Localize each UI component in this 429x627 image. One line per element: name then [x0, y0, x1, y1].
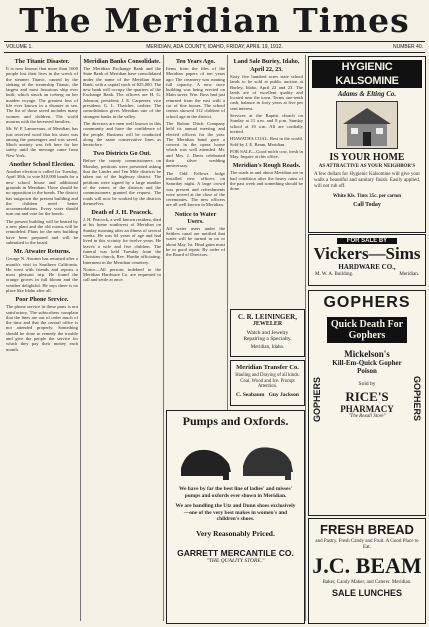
column-3	[166, 55, 225, 305]
vickers-sub: HARDWARE CO.,	[338, 263, 396, 271]
dateline	[4, 43, 425, 52]
volume: VOLUME 1.	[6, 44, 33, 50]
column-2	[83, 55, 161, 623]
gophers-store-2: PHARMACY	[340, 404, 394, 414]
issue-number: NUMBER 40.	[392, 44, 423, 50]
kalsomine-call: Call Today	[353, 202, 381, 208]
pumps-tagline: "THE QUALITY STORE."	[206, 557, 265, 564]
transfer-body: Hauling and Draying of all kinds. Coal, Wood and Ice. Prompt Attention.	[235, 373, 300, 389]
pumps-oxfords-ad	[166, 410, 305, 624]
article-text: Before the county commissioners on Monday, petitions were presented asking that the Linder and Ten Mile districts be taken out of the highway district. The petitions were signed by a large number of the voters of the districts and the commissioners granted the request. The roads will now be worked by the districts themselves.	[83, 158, 161, 206]
article-text: Items from the files of the Meridian papers of ten years ago: The creamery was running full capacity. A new store building was being erected on Main street. Wm. Ross had just returned from the east with a car of fine horses. The school census showed 312 children of school age in the district.	[166, 66, 225, 119]
gophers-side-label: GOPHERS	[412, 376, 422, 422]
beam-ad	[308, 518, 426, 624]
column-1	[6, 55, 78, 623]
headline: Land Sale Buriey, Idaho,	[233, 58, 300, 65]
article-text: The Bolton Ditch Company held its annual meeting and elected officers for the year. The Meridian band gave a concert in the opera house which was well attended. Mr. and Mrs. J. Davis celebrated their silver wedding anniversary.	[166, 120, 225, 169]
gophers-sold-by: Sold by	[358, 381, 376, 387]
article-text: The Meridian Exchange Bank and the State Bank of Meridian have consolidated under the name of the Meridian State Bank, with a capital stock of $25,000. The new bank will occupy the quarters of the Exchange Bank. The officers are H. G. Johnson, president; J. E. Carpenter, vice president; G. L. Thatcher, cashier. The consolidation gives Meridian one of the strongest banks in the valley.	[83, 66, 161, 119]
headline: The Titanic Disaster.	[14, 58, 70, 65]
pumps-title: Pumps and Oxfords.	[182, 414, 289, 428]
beam-name: J.C. BEAM	[312, 553, 422, 578]
article-text: J. H. Peacock, a well known resident, died at his home southwest of Meridian on Sunday morning after an illness of several weeks. He was 64 years of age and had lived in this vicinity for twelve years. He leaves a wife and five children. The funeral was held Tuesday from the Christian church, Rev. Hardin officiating. Interment in the Meridian cemetery.	[83, 217, 161, 265]
masthead-rule	[4, 41, 425, 42]
article-text: Another election is called for Tuesday, April 30th, to vote $10,000 bonds for a new school house and additional grounds in Meridian. There should be no opposition to the bonds. The district has outgrown the present building and the children need better accommodations. Every voter should turn out and vote for the bonds.	[6, 169, 78, 217]
column-4	[230, 55, 303, 305]
kalsomine-title: HYGIENIC KALSOMINE	[312, 60, 422, 88]
article-text: The directors are men well known in this community and have the confidence of the people. Business will be conducted along the same conservative lines as heretofore.	[83, 120, 161, 148]
headline: Meridian's Rough Roads.	[232, 162, 301, 170]
house-illustration-icon	[336, 101, 398, 149]
vickers-for-sale: FOR SALE BY	[337, 238, 397, 244]
beam-title: FRESH BREAD	[320, 522, 414, 537]
article-text: Services at the Baptist church on Sunday at 11 a.m. and 8 p.m. Sunday school at 10 a.m. All are cordially invited.	[230, 113, 303, 134]
article-text: All water users under the Settlers canal are notified that water will be turned in on or about May 1st. Head gates must be in good repair. By order of the Board of Directors.	[166, 225, 225, 258]
beam-line: Baker, Candy Maker, and Caterer. Meridian.	[322, 580, 412, 585]
article-text: Mr. W. F. Lamoreaux, of Meridian, has just received word that his sister was among the passengers and was saved. Much anxiety was felt here for her safety until the message came from New York.	[6, 126, 78, 158]
article-text: George N. Atwater has returned after a month's visit in Southern California. He went with friends and reports a most pleasant trip. He found the orange groves in full bloom and the weather delightful. He says there is no place like Idaho after all.	[6, 256, 78, 293]
article-text: It is now known that more than 1600 people lost their lives in the wreck of the steamer Titanic, caused by the sinking of the steamship Titanic, the largest and most luxurious ship ever built, which struck an iceberg on her maiden voyage. The greatest loss of life ever known in a disaster at sea. The list of those saved includes many women and children. The world mourns with the bereaved families.	[6, 66, 78, 124]
column-rule	[80, 55, 81, 621]
headline: Poor Phone Service.	[15, 296, 69, 304]
article-text: Notice—All persons indebted to the Meridian Hardware Co. are requested to call and settle at once.	[83, 266, 161, 283]
transfer-ad	[230, 360, 305, 406]
gophers-brand: Mickelson's	[344, 349, 390, 359]
leininger-line1: Watch and Jewelry	[246, 330, 289, 336]
column-rule	[163, 55, 164, 621]
kalsomine-sub: AS ATTRACTIVE AS YOUR NEIGHBOR'S	[318, 164, 416, 169]
leininger-role: JEWELER	[252, 321, 283, 327]
vickers-town: Meridian.	[399, 272, 419, 277]
gophers-tagline: "The Rexall Store"	[348, 414, 386, 419]
headline-date: April 22, 23.	[250, 66, 283, 73]
leininger-line2: Repairing a Specialty.	[243, 336, 292, 342]
headline: Ten Years Ago.	[175, 58, 216, 65]
gophers-title: GOPHERS	[323, 294, 411, 311]
gophers-store: RICE'S	[345, 389, 389, 404]
vickers-name: Vickers—Sims	[313, 244, 421, 263]
kalsomine-maker: Adams & Elting Co.	[337, 90, 397, 98]
gophers-product: Kill-Em-Quick Gopher Poison	[332, 359, 402, 375]
pumps-price: Very Reasonably Priced.	[196, 528, 275, 538]
article-text: The present building will be heated by a new plant and the old rooms will be remodeled. Plans for the new building have been prepared and will be submitted to the board.	[6, 218, 78, 245]
article-text: The Odd Fellows lodge installed new officers on Saturday night. A large crowd was present and refreshments were served at the close of the ceremonies. The new officers are all well known in Meridian.	[166, 170, 225, 208]
article-text: The phone service in these parts is not satisfactory. The subscribers complain that the lines are out of order much of the time and that the central office is not attended properly. Something should be done to remedy the trouble and give the people the service for which they pay their money each month.	[6, 304, 78, 352]
transfer-name: Meridian Transfer Co.	[236, 364, 299, 371]
transfer-owner: Guy Jackson	[268, 391, 299, 398]
kalsomine-body: A few dollars for Hygienic Kalsomine will give your walls a beautiful and sanitary finish. Easily applied, will not rub off.	[314, 172, 420, 189]
place-date: MERIDIAN, ADA COUNTY, IDAHO, FRIDAY, APRIL 19, 1912.	[146, 44, 283, 50]
pumps-line2: We are handling the Utz and Dunn shoes exclusively—one of the very best makes in women's and children's shoes.	[175, 503, 296, 522]
headline: Mr. Atwater Returns.	[13, 248, 71, 256]
headline: Two Districts Go Out.	[93, 150, 151, 158]
article-text: FOR SALE—Good milch cow, fresh in May. Inquire at this office.	[230, 148, 303, 160]
leininger-ad	[230, 309, 305, 357]
vickers-building: M. W. A. Building.	[315, 272, 354, 277]
vickers-sims-ad	[308, 234, 426, 286]
pumps-store: GARRETT MERCANTILE CO.	[177, 547, 294, 558]
masthead-title: The Meridian Times	[19, 1, 410, 40]
headline: Meridian Banks Consolidate.	[83, 58, 161, 65]
kalsomine-headline: IS YOUR HOME	[329, 152, 405, 163]
gophers-ad	[308, 290, 426, 516]
column-rule	[305, 55, 306, 621]
article-text: HIAWATHA COAL. Best in the world. Sold by J. E. Beam, Meridian.	[230, 136, 303, 147]
gophers-side-label: GOPHERS	[312, 376, 322, 422]
pumps-line1: We have by far the best line of ladies' and misses' pumps and oxfords ever shown in Meridian.	[178, 486, 293, 499]
article-text: The roads in and about Meridian are in bad condition after the heavy rains of the past week and something should be done.	[230, 170, 303, 192]
dateline-rule	[4, 52, 425, 53]
headline: Notice to Water Users.	[174, 210, 217, 225]
beam-lunches: SALE LUNCHES	[331, 588, 402, 598]
article-text: Sixty five hundred acres state school lands to be sold at public auction at Burley, Idaho, April 22 and 23. The lands are of excellent quality and located near the town. Terms one-tenth cash, balance in forty years at five per cent interest.	[230, 74, 303, 111]
beam-sub: and Pastry. Fresh Candy and Fruit. A Good Place to Eat.	[315, 539, 419, 550]
headline: Another School Election.	[9, 161, 75, 169]
leininger-name: C. R. LEININGER,	[238, 313, 297, 321]
transfer-owner: C. Seabaum	[236, 391, 265, 398]
kalsomine-colors: White Kls. Tints 35c. per carton	[332, 194, 402, 199]
shoe-illustration-icon	[167, 428, 304, 484]
headline: Death of J. H. Peacock.	[91, 209, 153, 217]
kalsomine-ad	[308, 56, 426, 233]
leininger-town: Meridian, Idaho.	[250, 345, 285, 350]
gophers-box: Quick Death For Gophers	[327, 317, 407, 343]
